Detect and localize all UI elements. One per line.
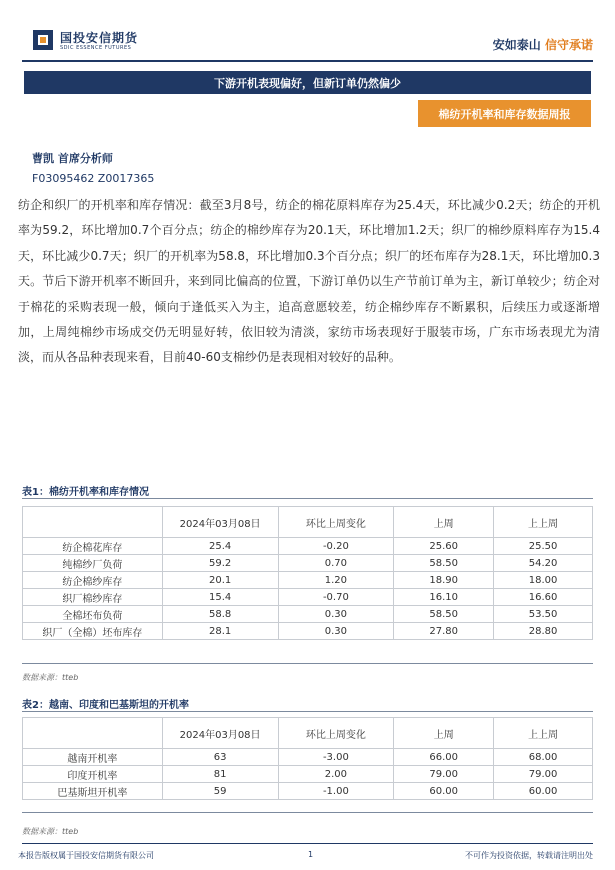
table-cell: 巴基斯坦开机率 <box>23 783 163 800</box>
table-header-cell: 上周 <box>394 718 494 749</box>
company-name: 国投安信期货 <box>60 31 139 45</box>
page-number: 1 <box>308 850 314 859</box>
table-cell: 织厂（全棉）坯布库存 <box>23 623 163 640</box>
table-cell: 25.60 <box>394 538 494 555</box>
header-divider <box>22 60 593 62</box>
table2-source: 数据来源：tteb <box>22 827 79 836</box>
table1-bottom-rule <box>22 663 593 664</box>
table-cell: 0.30 <box>278 606 394 623</box>
summary-paragraph: 纺企和织厂的开机率和库存情况：截至3月8号，纺企的棉花原料库存为25.4天，环比减少0.2天；纺企的开机率为59.2，环比增加0.7个百分点；纺企的棉纱库存为20.1天，环比增加1.2天；织厂的棉纱原料库存为15.4天，环比减少0.7天；织厂的开机率为58.8，环比增加0.3个百分点；织厂的坯布库存为28.1天，环比增加0.3天。节后下游开机率不断回升，来到同比偏高的位置，下游订单仍以生产节前订单为主，新订单较少；纺企对于棉花的采购表现一般，倾向于逢低买入为主，追高意愿较差，纺企棉纱库存不断累积，后续压力或逐渐增加，上周纯棉纱市场成交仍无明显好转，依旧较为清淡，家纺市场表现好于服装市场，广东市场表现尤为清淡，而从各品种表现来看，目前40-60支棉纱仍是表现相对较好的品种。 <box>18 198 600 365</box>
table-header-cell: 环比上周变化 <box>278 507 394 538</box>
footer-disclaimer: 不可作为投资依据，转载请注明出处 <box>465 851 593 860</box>
table-cell: 越南开机率 <box>23 749 163 766</box>
slogan-part-b: 信守承诺 <box>544 38 593 52</box>
table-cell: 79.00 <box>494 766 593 783</box>
footer-copyright: 本报告版权属于国投安信期货有限公司 <box>18 851 154 860</box>
table-row <box>23 538 593 555</box>
table2-title: 表2：越南、印度和巴基斯坦的开机率 <box>22 700 189 711</box>
table-row <box>23 606 593 623</box>
table-cell: 54.20 <box>494 555 593 572</box>
company-logo-icon <box>33 30 53 50</box>
table-cell: 68.00 <box>494 749 593 766</box>
table-cell: 53.50 <box>494 606 593 623</box>
table-cell: 81 <box>162 766 278 783</box>
table2 <box>22 717 593 800</box>
table-row <box>23 572 593 589</box>
table-cell: 18.90 <box>394 572 494 589</box>
slogan <box>493 36 593 53</box>
table1 <box>22 506 593 640</box>
table-cell: 27.80 <box>394 623 494 640</box>
table1-top-rule <box>22 498 593 499</box>
table-header-cell: 环比上周变化 <box>278 718 394 749</box>
table-row <box>23 766 593 783</box>
table-row <box>23 623 593 640</box>
table-cell: 16.60 <box>494 589 593 606</box>
table-cell: 织厂棉纱库存 <box>23 589 163 606</box>
table-cell: 60.00 <box>394 783 494 800</box>
table-row <box>23 555 593 572</box>
table1-title: 表1：棉纺开机率和库存情况 <box>22 487 149 498</box>
table-row <box>23 783 593 800</box>
table-cell: 25.4 <box>162 538 278 555</box>
table-cell: 纺企棉花库存 <box>23 538 163 555</box>
table-cell: 60.00 <box>494 783 593 800</box>
table-header-cell: 2024年03月08日 <box>162 507 278 538</box>
table-cell: -3.00 <box>278 749 394 766</box>
company-name-en: SDIC ESSENCE FUTURES <box>60 45 132 51</box>
table-cell: 59.2 <box>162 555 278 572</box>
table-cell: 印度开机率 <box>23 766 163 783</box>
table-cell: 58.50 <box>394 606 494 623</box>
table2-bottom-rule <box>22 812 593 813</box>
table-cell: -0.20 <box>278 538 394 555</box>
table-cell: 16.10 <box>394 589 494 606</box>
table-cell: 20.1 <box>162 572 278 589</box>
table2-top-rule <box>22 711 593 712</box>
table-cell: 28.80 <box>494 623 593 640</box>
table-cell: 全棉坯布负荷 <box>23 606 163 623</box>
author: 曹凯 首席分析师 <box>32 152 113 165</box>
footer-divider <box>22 843 593 844</box>
table-header-cell: 2024年03月08日 <box>162 718 278 749</box>
table-cell: 59 <box>162 783 278 800</box>
table-cell: 58.8 <box>162 606 278 623</box>
table-cell: 0.70 <box>278 555 394 572</box>
table-header-cell: 上周 <box>394 507 494 538</box>
certificate-numbers: F03095462 Z0017365 <box>32 172 155 185</box>
report-subtitle: 棉纺开机率和库存数据周报 <box>418 100 591 127</box>
slogan-part-a: 安如泰山 <box>492 38 541 52</box>
table-cell: 15.4 <box>162 589 278 606</box>
table1-source: 数据来源：tteb <box>22 673 79 682</box>
table-header-row <box>23 718 593 749</box>
table-cell: 2.00 <box>278 766 394 783</box>
table-cell: 66.00 <box>394 749 494 766</box>
table-cell: 1.20 <box>278 572 394 589</box>
table-header-cell <box>23 507 163 538</box>
table-cell: 79.00 <box>394 766 494 783</box>
table-cell: 纺企棉纱库存 <box>23 572 163 589</box>
table-header-row <box>23 507 593 538</box>
table-header-cell: 上上周 <box>494 718 593 749</box>
table-cell: 25.50 <box>494 538 593 555</box>
table-cell: 纯棉纱厂负荷 <box>23 555 163 572</box>
table-row <box>23 589 593 606</box>
table-cell: 58.50 <box>394 555 494 572</box>
table-cell: 18.00 <box>494 572 593 589</box>
table-header-cell <box>23 718 163 749</box>
table-header-cell: 上上周 <box>494 507 593 538</box>
table-cell: -1.00 <box>278 783 394 800</box>
table-cell: 0.30 <box>278 623 394 640</box>
table-cell: 28.1 <box>162 623 278 640</box>
table-cell: -0.70 <box>278 589 394 606</box>
table-cell: 63 <box>162 749 278 766</box>
table-row <box>23 749 593 766</box>
report-title: 下游开机表现偏好，但新订单仍然偏少 <box>24 71 591 94</box>
